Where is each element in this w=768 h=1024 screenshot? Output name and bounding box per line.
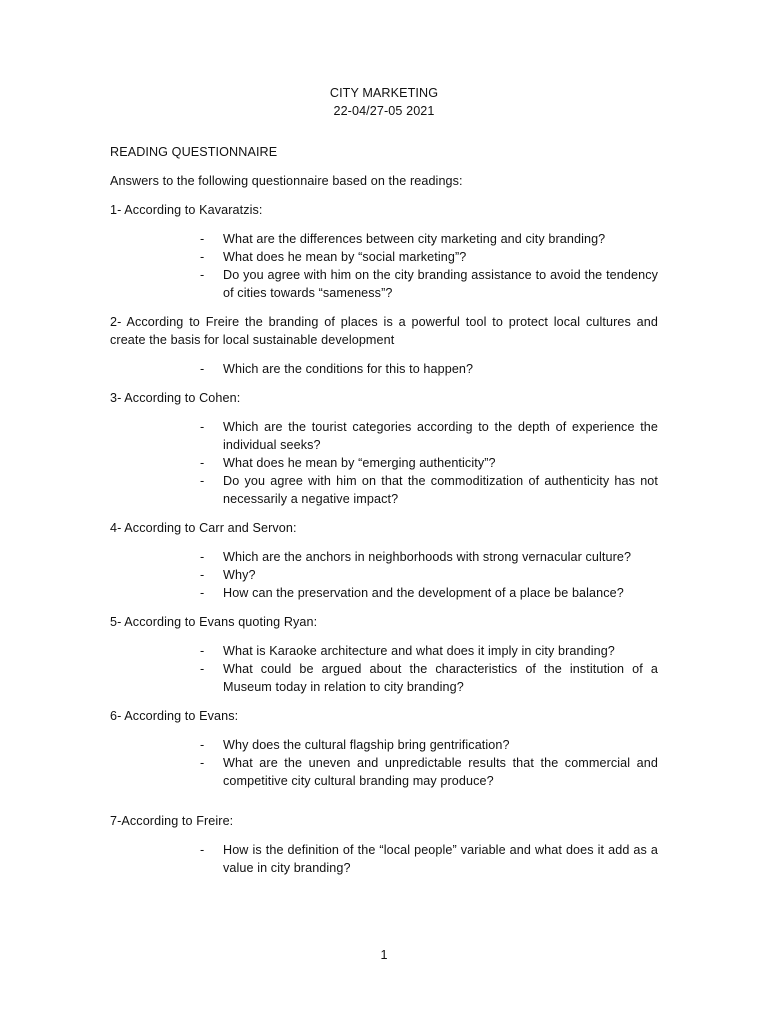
question-text: Why does the cultural flagship bring gentrification?: [223, 738, 510, 752]
list-dash: -: [200, 662, 205, 676]
list-dash: -: [200, 756, 205, 770]
list-dash: -: [200, 738, 205, 752]
question-item: [200, 548, 658, 566]
question-text: Which are the tourist categories according to the depth of experience the individual seeks?: [223, 420, 658, 452]
section-heading: READING QUESTIONNAIRE: [110, 145, 278, 159]
question-text: Why?: [223, 568, 256, 582]
question-group-2-list: [110, 360, 658, 378]
question-item: [200, 230, 658, 248]
question-item: [200, 248, 658, 266]
list-dash: -: [200, 250, 205, 264]
question-item: [200, 736, 658, 754]
question-text: Which are the conditions for this to happen?: [223, 362, 474, 376]
question-text: Do you agree with him on the city branding assistance to avoid the tendency of cities towards “sameness”?: [223, 268, 658, 300]
question-group-4-list: [110, 548, 658, 602]
question-group-5-list: [110, 642, 658, 696]
question-text: Which are the anchors in neighborhoods with strong vernacular culture?: [223, 550, 632, 564]
list-dash: -: [200, 568, 205, 582]
list-dash: -: [200, 420, 205, 434]
question-item: [200, 566, 658, 584]
question-text: How is the definition of the “local people” variable and what does it add as a value in city branding?: [223, 843, 658, 875]
question-item: [200, 418, 658, 454]
question-item: [200, 360, 658, 378]
list-dash: -: [200, 550, 205, 564]
document-dates: 22-04/27-05 2021: [333, 104, 435, 118]
list-dash: -: [200, 474, 205, 488]
question-group-6-list: [110, 736, 658, 790]
question-item: [200, 266, 658, 302]
question-item: [200, 584, 658, 602]
question-text: Do you agree with him on that the commoditization of authenticity has not necessarily a negative impact?: [223, 474, 658, 506]
list-dash: -: [200, 362, 205, 376]
question-item: [200, 642, 658, 660]
question-group-1-list: [110, 230, 658, 302]
question-group-6-heading: 6- According to Evans:: [110, 709, 239, 723]
question-group-5-heading: 5- According to Evans quoting Ryan:: [110, 615, 318, 629]
question-text: What does he mean by “social marketing”?: [223, 250, 467, 264]
question-group-3-heading: 3- According to Cohen:: [110, 391, 241, 405]
list-dash: -: [200, 843, 205, 857]
question-text: What could be argued about the characteristics of the institution of a Museum today in relation to city branding?: [223, 662, 658, 694]
question-item: [200, 841, 658, 877]
list-dash: -: [200, 586, 205, 600]
question-text: How can the preservation and the development of a place be balance?: [223, 586, 624, 600]
document-title: CITY MARKETING: [329, 86, 439, 100]
list-dash: -: [200, 644, 205, 658]
list-dash: -: [200, 456, 205, 470]
question-group-1-heading: 1- According to Kavaratzis:: [110, 203, 263, 217]
question-item: [200, 754, 658, 790]
list-dash: -: [200, 268, 205, 282]
list-dash: -: [200, 232, 205, 246]
question-text: What are the uneven and unpredictable results that the commercial and competitive city cultural branding may produce?: [223, 756, 658, 788]
question-group-7-list: [110, 841, 658, 877]
question-text: What is Karaoke architecture and what does it imply in city branding?: [223, 644, 615, 658]
question-group-4-heading: 4- According to Carr and Servon:: [110, 521, 297, 535]
intro-text: Answers to the following questionnaire based on the readings:: [110, 174, 463, 188]
question-item: [200, 472, 658, 508]
question-group-2-heading: 2- According to Freire the branding of places is a powerful tool to protect local cultures and create the basis for local sustainable development: [110, 315, 658, 347]
question-item: [200, 660, 658, 696]
question-text: What are the differences between city marketing and city branding?: [223, 232, 606, 246]
question-text: What does he mean by “emerging authenticity”?: [223, 456, 496, 470]
question-group-3-list: [110, 418, 658, 508]
question-item: [200, 454, 658, 472]
question-group-7-heading: 7-According to Freire:: [110, 814, 234, 828]
page-number: 1: [380, 948, 388, 962]
